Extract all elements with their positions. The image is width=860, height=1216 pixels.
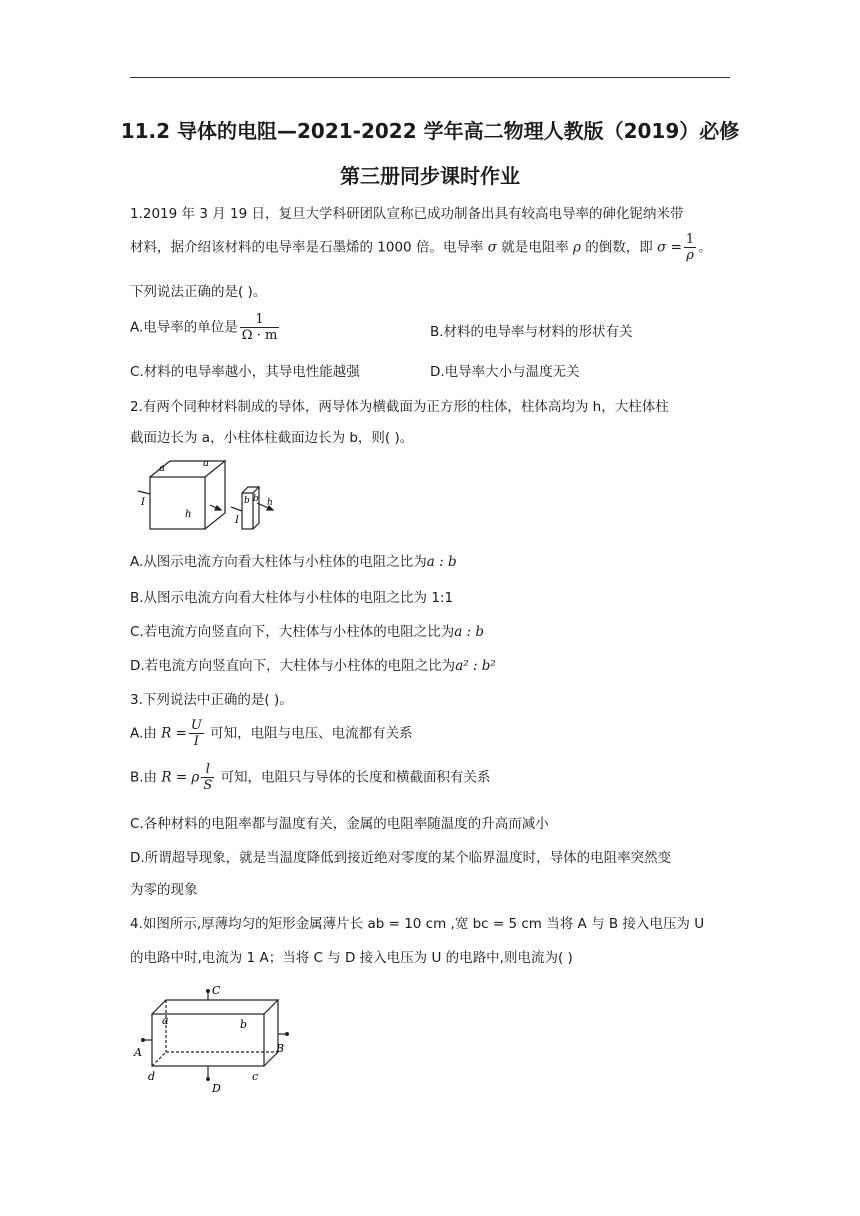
svg-text:d: d bbox=[148, 1070, 156, 1083]
q1-option-b: B.材料的电导率与材料的形状有关 bbox=[430, 324, 633, 340]
svg-text:B: B bbox=[276, 1042, 285, 1055]
svg-text:b: b bbox=[244, 496, 250, 506]
svg-text:D: D bbox=[212, 1082, 221, 1095]
q2-option-d: D.若电流方向竖直向下，大柱体与小柱体的电阻之比为a² : b² bbox=[130, 658, 496, 674]
svg-text:b: b bbox=[253, 494, 259, 504]
svg-text:a: a bbox=[159, 463, 165, 474]
header-rule bbox=[130, 77, 730, 78]
svg-text:b: b bbox=[240, 1018, 248, 1031]
svg-text:I: I bbox=[235, 515, 239, 526]
q3-option-a: A.由 R = $\frac{U}{I}$ 可知，电阻与电压、电流都有关系 bbox=[130, 718, 413, 749]
svg-text:a: a bbox=[203, 458, 209, 469]
q3-option-b: B.由 R = ρ $\frac{l}{S}$ 可知，电阻只与导体的长度和横截面积有关系 bbox=[130, 762, 491, 793]
q2-stem-line2: 截面边长为 a，小柱体柱截面边长为 b，则( )。 bbox=[130, 430, 414, 446]
q2-option-b: B.从图示电流方向看大柱体与小柱体的电阻之比为 1:1 bbox=[130, 590, 454, 606]
svg-text:a: a bbox=[162, 1014, 169, 1027]
q2-option-a: A.从图示电流方向看大柱体与小柱体的电阻之比为a : b bbox=[130, 554, 457, 570]
q1-option-a: A.电导率的单位是 $\frac{1}{\Omega \cdot m}$ bbox=[130, 312, 278, 343]
q3-stem: 3.下列说法中正确的是( )。 bbox=[130, 692, 293, 708]
q2-cuboid-figure bbox=[135, 455, 295, 535]
q1-stem-line3: 下列说法正确的是( )。 bbox=[130, 284, 267, 300]
q1-option-c: C.材料的电导率越小，其导电性能越强 bbox=[130, 364, 360, 380]
q2-stem-line1: 2.有两个同种材料制成的导体，两导体为横截面为正方形的柱体，柱体高均为 h，大柱体柱 bbox=[130, 399, 669, 415]
q1-formula-lhs: σ = bbox=[657, 239, 682, 256]
q1-option-d: D.电导率大小与温度无关 bbox=[430, 364, 580, 380]
svg-text:C: C bbox=[212, 984, 221, 997]
svg-text:c: c bbox=[252, 1070, 259, 1083]
q4-plate-figure bbox=[130, 982, 300, 1097]
svg-text:h: h bbox=[185, 509, 192, 520]
svg-text:h: h bbox=[267, 498, 273, 508]
q1-stem-line1: 1.2019 年 3 月 19 日，复旦大学科研团队宣称已成功制备出具有较高电导率的砷化铌纳米带 bbox=[130, 206, 684, 222]
q1-stem-line2: 材料，据介绍该材料的电导率是石墨烯的 1000 倍。电导率 σ 就是电阻率 ρ 的倒数，即 σ = $\frac{1}{\rho}$ 。 bbox=[130, 232, 712, 263]
svg-text:A: A bbox=[134, 1046, 142, 1059]
q4-stem-line2: 的电路中时,电流为 1 A；当将 C 与 D 接入电压为 U 的电路中,则电流为( ) bbox=[130, 950, 573, 966]
q3-option-d-line1: D.所谓超导现象，就是当温度降低到接近绝对零度的某个临界温度时，导体的电阻率突然变 bbox=[130, 850, 672, 866]
q3-option-d-line2: 为零的现象 bbox=[130, 882, 198, 898]
q1-formula-fraction: $\frac{1}{\rho}$ bbox=[685, 232, 695, 263]
q4-stem-line1: 4.如图所示,厚薄均匀的矩形金属薄片长 ab = 10 cm ,宽 bc = 5 cm 当将 A 与 B 接入电压为 U bbox=[130, 916, 705, 932]
q3-option-c: C.各种材料的电阻率都与温度有关，金属的电阻率随温度的升高而减小 bbox=[130, 816, 549, 832]
q2-option-c: C.若电流方向竖直向下，大柱体与小柱体的电阻之比为a : b bbox=[130, 624, 485, 640]
page-title: 11.2 导体的电阻—2021-2022 学年高二物理人教版（2019）必修 bbox=[120, 119, 740, 143]
svg-text:I: I bbox=[141, 497, 145, 508]
page-subtitle: 第三册同步课时作业 bbox=[340, 164, 520, 188]
